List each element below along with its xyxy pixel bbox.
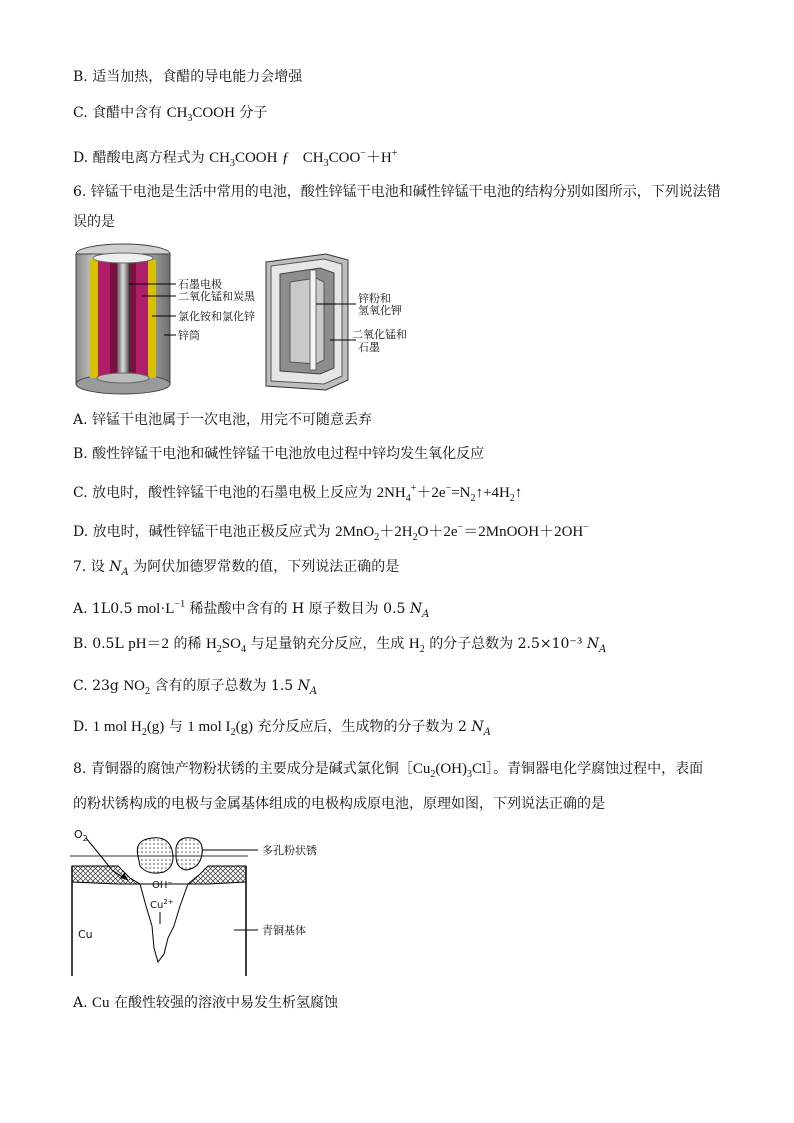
q7a-mid: 稀盐酸中含有的 H 原子数目为 0.5 <box>189 601 406 617</box>
q7-post: 为阿伏加德罗常数的值，下列说法正确的是 <box>133 559 400 575</box>
q7c-pre: C. 23g <box>73 678 119 694</box>
q7a-na: $N_A$ <box>409 601 430 620</box>
q7d-mid: 与 <box>168 719 183 735</box>
corrosion-figure <box>68 826 368 978</box>
label-bronze-base: 青铜基体 <box>262 924 306 937</box>
q7b-mid: 的稀 <box>173 636 202 652</box>
acid-battery <box>76 244 256 394</box>
q7-na: $N_A$ <box>109 559 129 578</box>
q8a-post: 在酸性较强的溶液中易发生析氢腐蚀 <box>113 995 338 1011</box>
q7-option-d <box>73 718 491 742</box>
battery-diagram <box>68 240 428 402</box>
q6-option-c <box>73 480 522 508</box>
q5d-left: $CH_3COOH$ <box>209 150 278 169</box>
q8-stem-line1 <box>73 760 703 784</box>
q6d-pre: D. 放电时，碱性锌锰干电池正极反应式为 <box>73 524 331 540</box>
label-graphite: 石墨 <box>358 341 380 354</box>
q7a-unit: $mol\cdot L^{-1}$ <box>136 599 186 617</box>
q7d-b: 1 mol $I_2(g)$ <box>187 719 254 738</box>
q7d-post: 充分反应后，生成物的分子数为 2 <box>257 719 467 735</box>
q8a-cu: Cu <box>92 995 110 1011</box>
label-oh: OH⁻ <box>152 880 173 891</box>
q7-option-b <box>73 635 606 659</box>
q7a-pre: A. 1L0.5 <box>73 601 133 617</box>
q7b-ph: pH＝2 <box>128 636 170 652</box>
q5-option-d <box>73 145 397 173</box>
label-cu2: $Cu^{2+}$ <box>150 898 174 911</box>
q6-stem-line1: 6. 锌锰干电池是生活中常用的电池，酸性锌锰干电池和碱性锌锰干电池的结构分别如图所示，下列说法错 <box>73 184 721 200</box>
q7-pre: 7. 设 <box>73 559 105 575</box>
q7b-acid: $H_2SO_4$ <box>205 636 246 655</box>
battery-figure <box>68 240 428 402</box>
q5-option-c <box>73 104 267 128</box>
q5d-pre: D. 醋酸电离方程式为 <box>73 150 205 166</box>
q6-option-a: A. 锌锰干电池属于一次电池，用完不可随意丢弃 <box>73 412 373 428</box>
q5c-pre: C. 食醋中含有 <box>73 105 163 121</box>
q7d-a: 1 mol $H_2(g)$ <box>92 719 165 738</box>
q7b-post: 的分子总数为 2.5×10⁻³ <box>429 636 583 652</box>
q6-option-d <box>73 519 589 547</box>
alkaline-battery <box>266 254 407 390</box>
q8-line1-text: 8. 青铜器的腐蚀产物粉状锈的主要成分是碱式氯化铜$[Cu_2(OH)_3Cl]$。青铜器电化学腐蚀过程中，表面 <box>73 761 704 780</box>
q7b-na: $N_A$ <box>586 636 607 655</box>
label-mno2-carbon: 二氧化锰和炭黑 <box>178 290 255 303</box>
label-zinc-powder: 锌粉和 <box>358 292 391 305</box>
q8-stem-line2: 的粉状锈构成的电极与金属基体组成的电极构成原电池，原理如图，下列说法正确的是 <box>73 796 605 812</box>
q7b-pre: B. 0.5L <box>73 636 124 652</box>
q7d-na: $N_A$ <box>471 719 491 738</box>
q8-option-a <box>73 994 338 1012</box>
q7b-h2: $H_2$ <box>408 636 425 655</box>
label-nh4cl-zncl2: 氯化铵和氯化锌 <box>178 310 255 323</box>
q5d-right: $CH_3COO^-+H^+$ <box>302 148 398 169</box>
q5c-post: 分子 <box>239 105 268 121</box>
q7d-pre: D. <box>73 719 89 735</box>
q6c-pre: C. 放电时，酸性锌锰干电池的石墨电极上反应为 <box>73 485 373 501</box>
corrosion-diagram <box>68 826 368 978</box>
q7-stem <box>73 558 399 582</box>
q5c-formula: $CH_3COOH$ <box>166 105 235 124</box>
q6-option-b: B. 酸性锌锰干电池和碱性锌锰干电池放电过程中锌均发生氧化反应 <box>73 446 485 462</box>
label-mno2: 二氧化锰和 <box>352 328 407 341</box>
label-graphite-electrode: 石墨电极 <box>178 278 222 291</box>
q7c-formula: $NO_2$ <box>123 678 151 697</box>
label-zinc-can: 锌筒 <box>178 329 200 342</box>
q7c-post: 含有的原子总数为 1.5 <box>154 678 294 694</box>
q7b-mid2: 与足量钠充分反应，生成 <box>250 636 405 652</box>
q7-option-c <box>73 677 317 701</box>
label-cu: Cu <box>78 928 93 941</box>
label-koh: 氢氧化钾 <box>358 304 402 317</box>
label-o2: $O_2$ <box>74 828 88 843</box>
q5d-arrow: ƒ <box>281 150 290 166</box>
q8a-pre: A. <box>73 995 88 1011</box>
q5-option-b: B. 适当加热，食醋的导电能力会增强 <box>73 69 303 85</box>
q6d-eq: $2MnO_2+2H_2O+2e^-=2MnOOH+2OH^-$ <box>335 522 589 543</box>
q7-option-a <box>73 596 429 624</box>
q6-stem-line2: 误的是 <box>73 214 115 230</box>
label-porous-rust: 多孔粉状锈 <box>262 844 317 857</box>
q6c-eq: $2NH_4^++2e^-=N_2↑+4H_2↑$ <box>376 483 523 504</box>
q7c-na: $N_A$ <box>297 678 318 697</box>
